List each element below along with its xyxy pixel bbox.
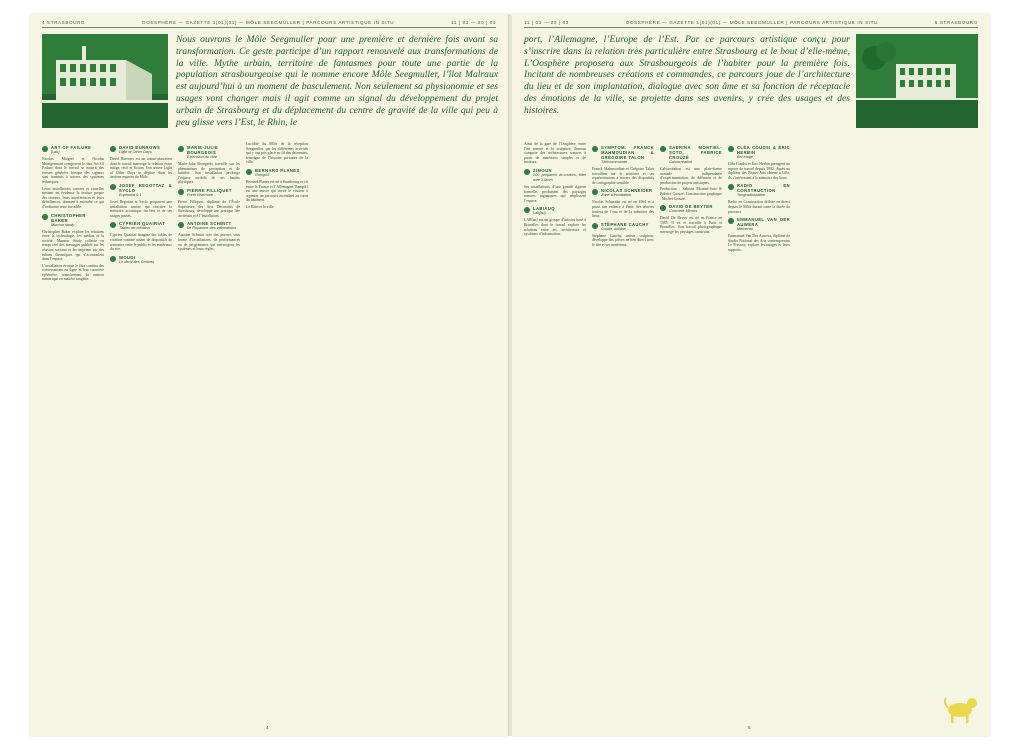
body-paragraph: Marie-Julie Bourgeois travaille sur les phénomènes de perception et de lumière. Son installation prolonge l’espace au-delà de ses limites physiques.: [178, 162, 240, 185]
bullet-dot-icon: [110, 184, 116, 190]
artwork-title: Murmur study: [51, 222, 75, 227]
artwork-title: Ramp#1: [255, 172, 270, 177]
artwork-title: Extension du vide: [187, 155, 217, 159]
header-left: 11 | 03 — 20 | 03: [524, 20, 569, 25]
body-paragraph: David Burrows est un artiste-plasticien dont le travail interroge la relation entre image, récit et fiction. Son œuvre Light of Other Days se déploie dans les anciens espaces du Môle.: [110, 157, 172, 180]
artist-name: PIERRE FILLIQUET Forêt Hivernale: [187, 187, 232, 197]
bullet-dot-icon: [110, 222, 116, 228]
body-paragraph: Stéphane Cauchy, artiste sculpteur, développe des pièces en lien direct avec le site et ses matériaux.: [592, 233, 654, 247]
artist-name: NICOLAS SCHNEIDER Zone d’inondation: [601, 188, 653, 198]
artwork-title: 200 prepared dc-motors, filler wire 1.0mm: [533, 172, 586, 182]
artist-entry: [524, 206, 586, 216]
building-illustration-graphic: [42, 34, 168, 128]
body-paragraph: Antoine Schmitt crée des œuvres sous forme d’installations, de performances ou de programmes qui interrogent les systèmes et leurs règles.: [178, 233, 240, 252]
right-column-3: [660, 142, 722, 732]
artist-entry: [728, 183, 790, 198]
bullet-dot-icon: [660, 146, 666, 152]
right-page: [512, 14, 990, 736]
artwork-title: Télécommande: [601, 160, 628, 164]
body-paragraph: LAB[au] est un groupe d’artistes basé à Bruxelles dont le travail explore les relations entre art, architecture et systèmes d’information.: [524, 218, 586, 237]
body-paragraph: Franck Mahmoudian et Grégoire Talon travaillent sur le territoire et ses représentations à travers des dispositifs de cartographie sensible.: [592, 167, 654, 185]
artwork-title: Lab[au]: [533, 211, 546, 216]
body-paragraph: Lucidité du Môle de la réception Seegmuller, par les différentes activités qui y ont pris place au fil des décennies, témoigne de l’histoire portuaire de la ville.: [246, 142, 308, 165]
left-page-header: [42, 20, 496, 28]
artist-entry: [42, 213, 104, 228]
body-paragraph: Radio en Construction diffuse en direct depuis le Môle durant toute la durée du parcours.: [728, 200, 790, 214]
body-paragraph: L’installation évoque le flux continu des conversations en ligne et leur caractère éphémère, transformant la rumeur numérique en matière tangible.: [42, 263, 104, 282]
header-right: 5 STRASBOURG: [934, 20, 978, 25]
body-paragraph: Production : Sabrina Montiel-Soto & Fabrice Crouzé. Construction graphique : Michel Crouzé.: [660, 187, 722, 201]
pier-illustration-graphic: [856, 34, 978, 128]
artist-name: LABIAUQ Lab[au]: [533, 206, 555, 216]
bullet-dot-icon: [178, 146, 184, 152]
artwork-title: Light of Other Days: [119, 150, 152, 154]
artist-name: SABRINA MONTIEL-SOTO, FABRICE CROUZÉ Calvacréation: [669, 145, 722, 164]
header-left: 4 STRASBOURG: [42, 20, 86, 25]
artist-name: STÉPHANE CAUCHY Coude, bobine: [601, 221, 649, 231]
body-paragraph: Emmanuel Van Der Auwera, diplômé de Studio National des Arts contemporains Le Fresnoy, explore les images et leurs supports.: [728, 234, 790, 252]
artwork-title: Memento: [737, 227, 753, 232]
bullet-dot-icon: [42, 214, 48, 220]
body-paragraph: Cyprien Quairiat imagine des tables de création comme autant de dispositifs de rencontre entre le public et les matériaux du site.: [110, 233, 172, 252]
artwork-title: Calvacréation: [669, 160, 693, 164]
header-right: 11 | 03 — 20 | 03: [451, 20, 496, 25]
artist-name: SYMPTOM: FRANCK MAHMOUDIAN & GRÉGOIRE TALON Télécommande: [601, 145, 654, 164]
artist-name: ANTOINE SCHMITT Le Royaume des infirmations: [187, 221, 237, 231]
artwork-title: Le Royaume des infirmations: [187, 226, 237, 231]
artist-name: EMMANUEL VAN DER AUWERA Memento: [737, 217, 790, 232]
artist-name: CLÉA COUDSI & ÉRIC HERBIN Bel étage: [737, 145, 790, 159]
body-paragraph: Calvacréation est une plate-forme nomade indépendante d’expérimentation, de diffusion et de production de projets artistiques.: [660, 167, 722, 185]
artist-entry: [110, 145, 172, 155]
bullet-dot-icon: [728, 218, 734, 224]
bullet-dot-icon: [592, 223, 598, 229]
right-column-4: [728, 142, 790, 732]
page-number: 4: [266, 725, 269, 730]
body-paragraph: Nicolas Schneider est né en 1964 et a passé son enfance à Paris. Ses œuvres traitent de l’eau et de la mémoire des lieux.: [592, 200, 654, 219]
bullet-dot-icon: [42, 146, 48, 152]
artwork-title: Euphonia 0.1: [119, 192, 142, 197]
artwork-title: Bel étage: [737, 155, 754, 159]
artist-entry: [178, 221, 240, 231]
right-column-2: [592, 142, 654, 732]
artwork-title: Tongradiostation: [737, 193, 765, 198]
bullet-dot-icon: [728, 184, 734, 190]
artist-entry: [592, 188, 654, 198]
bullet-dot-icon: [524, 169, 530, 175]
left-column-3: [178, 142, 240, 732]
body-paragraph: Leurs installations sonores et visuelles mettent en évidence la texture propre des réseaux, leurs interférences et leurs défaillances, donnant à entendre ce qui d’ordinaire reste invisible.: [42, 186, 104, 209]
left-page: [30, 14, 508, 736]
left-intro-text: Nous ouvrons le Môle Seegmuller pour une première et dernière fois avant sa transformation. Ce geste participe d’un rapport renouvelé aux transformations de la ville. Mythe urbain, territoire de fantasmes pour toute une partie de la population strasbourgeoise qui le nomme encore Môle Seegmuller, l’îlot Malraux est aujourd’hui à un moment de basculement. Non seulement sa physionomie et ses usages vont changer mais il agit comme un signal du développement du projet urbain de Strasbourg et du déplacement du centre de gravité de la ville qui peu à peu glisse vers l’Est, le Rhin, le: [176, 34, 498, 128]
body-paragraph: Ses installations, d’une grande rigueur formelle, produisent des paysages sonores organiques qui emplissent l’espace.: [524, 184, 586, 203]
artist-entry: [178, 188, 240, 198]
artist-name: DAVID BURROWS Light of Other Days: [119, 145, 161, 154]
left-column-4: [246, 142, 308, 732]
artwork-title: [Lab]: [51, 150, 60, 154]
left-column-2: [110, 142, 172, 732]
artist-entry: [592, 222, 654, 232]
bullet-dot-icon: [592, 146, 598, 152]
body-paragraph: Le Rhin et la ville.: [246, 204, 275, 209]
bullet-dot-icon: [524, 207, 530, 213]
body-paragraph: Cléa Coudsi et Éric Herbin partagent un espace de travail depuis 2002. Après un diplôme des Beaux-Arts obtenu à Lille, ils s’intéressent à la mémoire des lieux.: [728, 162, 790, 180]
bullet-dot-icon: [178, 189, 184, 195]
body-paragraph: Bernard Planes est né à Strasbourg et vit entre la France et l’Allemagne. Ramp#1 est une œuvre qui invite le visiteur à arpenter un parcours ascendant au cœur du bâtiment.: [246, 179, 308, 203]
artist-entry: [592, 145, 654, 165]
artist-entry: [728, 217, 790, 232]
bullet-dot-icon: [592, 189, 598, 195]
artist-name: ART OF FAILURE [Lab]: [51, 145, 92, 154]
artist-entry: [728, 145, 790, 160]
artwork-title: Le demi des Ombres: [119, 259, 155, 264]
artwork-title: Zone d’inondation: [601, 193, 632, 198]
right-column-1: [524, 142, 586, 732]
bullet-dot-icon: [110, 256, 116, 262]
right-intro-text: port, l’Allemagne, l’Europe de l’Est. Par ce parcours artistique conçu pour s’inscrire dans la relation très particulière entre Strasbourg et le bout d’elle-même, L’Oosphère proposera aux Strasbourgeois de l’habiter pour la première fois. Incitant de nombreuses créations et commandes, ce parcours joue de l’architecture du lieu et de son implantation, dialogue avec son âme et sa fonction de réceptacle des émotions de la ville, se projette dans ses avenirs, y crée des usages et des histoires.: [524, 34, 850, 116]
artist-name: ZIMOUN 200 prepared dc-motors, filler wire 1.0mm: [533, 167, 586, 182]
body-paragraph: Nicolas Maigret et Nicolas Montgermont composent le duo Art Of Failure dont le travail se nourrit des erreurs générées lorsque des signaux sont transmis à travers des systèmes techniques.: [42, 157, 104, 184]
artwork-title: Forêt Hivernale: [187, 192, 213, 197]
building-illustration: [42, 34, 168, 128]
artist-entry: [110, 183, 172, 198]
artist-name: CYPRIEN QUAIRIAT Tables de création: [119, 221, 166, 231]
artist-entry: [110, 255, 172, 265]
bullet-dot-icon: [246, 169, 252, 175]
left-columns: [42, 142, 308, 732]
body-paragraph: Christopher Baker explore les relations entre la technologie, les médias et la société. Murmur Study collecte en temps réel des messages publiés sur les réseaux sociaux et les imprime sur des rubans thermiques qui s’accumulent dans l’espace.: [42, 229, 104, 262]
page-number: 5: [748, 725, 751, 730]
artwork-title: Concrete Mirrors: [669, 209, 698, 214]
artist-entry: [246, 168, 308, 178]
artist-entry: [660, 145, 722, 165]
bullet-dot-icon: [660, 205, 666, 211]
artist-entry: [660, 204, 722, 214]
artist-name: MARIE-JULIE BOURGEOIS Extension du vide: [187, 145, 240, 160]
artist-name: RADIO EN CONSTRUCTION Tongradiostation: [737, 183, 790, 198]
left-column-1: [42, 142, 104, 732]
header-center: OOSSPHÈRE — GAZETTE 1(01)(01) — MÔLE SEEGMULLER | PARCOURS ARTISTIQUE IN SITU: [625, 20, 878, 25]
pier-illustration: [856, 34, 978, 128]
body-paragraph: David De Beyter est né en France en 1985. Il vit et travaille à Paris et Bruxelles. Son travail photographique interroge les paysages construits.: [660, 216, 722, 234]
bullet-dot-icon: [728, 146, 734, 152]
right-columns: [524, 142, 790, 732]
artist-name: JOSEF REGOTTAZ & SYCLO Euphonia 0.1: [119, 182, 172, 197]
artist-name: CHRISTOPHER BAKER Murmur study: [51, 213, 104, 228]
bullet-dot-icon: [178, 222, 184, 228]
artist-name: DAVID DE BEYTER Concrete Mirrors: [669, 204, 713, 214]
body-paragraph: Josef Regottaz et Syclo proposent une installation sonore qui réactive la mémoire acoustique du lieu et de ses usages passés.: [110, 199, 172, 218]
right-page-header: [524, 20, 978, 28]
artist-name: WOUDI Le demi des Ombres: [119, 254, 155, 264]
body-paragraph: Pierre Filliquet, diplômé de l’École Supérieure des Arts Décoratifs de Strasbourg, développe une pratique liée au dessin et à l’installation.: [178, 199, 240, 218]
bullet-dot-icon: [110, 146, 116, 152]
body-paragraph: Ainsi de la gare de l’Oosphère, entre l’art sonore et la sculpture, Zimoun compose des architectures sonores à partir de matériaux simples et de moteurs.: [524, 142, 586, 165]
artist-entry: [524, 168, 586, 183]
artist-entry: [42, 145, 104, 155]
artwork-title: Tables de création: [119, 226, 150, 231]
header-center: OOSSPHÈRE — GAZETTE 1(01)(01) — MÔLE SEEGMULLER | PARCOURS ARTISTIQUE IN SITU: [142, 20, 395, 25]
artist-name: BERNARD PLANES Ramp#1: [255, 167, 300, 177]
dog-doodle-icon: [940, 686, 980, 726]
artist-entry: [178, 145, 240, 160]
artist-entry: [110, 221, 172, 231]
artwork-title: Coude, bobine: [601, 226, 626, 231]
